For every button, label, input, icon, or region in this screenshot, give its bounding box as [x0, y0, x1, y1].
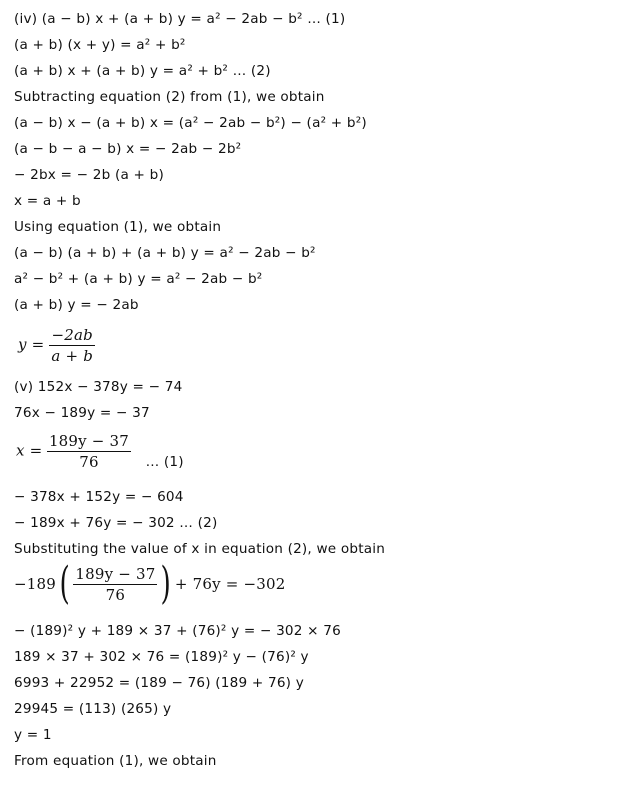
result-x: x = a + b: [14, 193, 81, 209]
fraction-y-frac: [49, 326, 95, 365]
equation-substituted-x: [14, 558, 286, 609]
right-paren: ): [160, 558, 172, 609]
fraction-x-numerator: 189y − 37: [48, 432, 130, 450]
equation-simplified: (a − b − a − b) x = − 2ab − 2b²: [14, 141, 242, 157]
fraction-y-numerator: −2ab: [49, 326, 95, 346]
equation-substituted-x-suffix: + 76y = −302: [174, 575, 286, 593]
equation-substituted-x-numerator: 189y − 37: [75, 564, 156, 583]
fraction-x-denominator: 76: [79, 453, 99, 471]
equation-rearranged: 189 × 37 + 302 × 76 = (189)² y − (76)² y: [14, 649, 309, 665]
equation-v-2: − 189x + 76y = − 302 … (2): [14, 515, 218, 531]
equation-y-coeff: (a + b) y = − 2ab: [14, 297, 139, 313]
equation-product: 29945 = (113) (265) y: [14, 701, 172, 717]
fraction-y-denominator: a + b: [51, 347, 94, 365]
equation-v-1: (v) 152x − 378y = − 74: [14, 379, 183, 395]
equation-substituted-x-frac: [73, 565, 157, 604]
equation-iv-2: (a + b) x + (a + b) y = a² + b² … (2): [14, 63, 271, 79]
left-paren: (: [59, 558, 70, 609]
equation-substituted-x-denominator: 76: [105, 585, 126, 604]
equation-factored: − 2bx = − 2b (a + b): [14, 167, 164, 183]
equation-expanded-v: − (189)² y + 189 × 37 + (76)² y = − 302 × 76: [14, 623, 341, 639]
step-text-from: From equation (1), we obtain: [14, 753, 217, 769]
equation-difference-squares: 6993 + 22952 = (189 − 76) (189 + 76) y: [14, 675, 304, 691]
fraction-x-tag: … (1): [145, 454, 184, 470]
equation-substituted: (a − b) (a + b) + (a + b) y = a² − 2ab − b²: [14, 245, 316, 261]
fraction-x-lhs: x =: [16, 441, 43, 460]
equation-v-reduced: 76x − 189y = − 37: [14, 405, 150, 421]
equation-iv-1: (iv) (a − b) x + (a + b) y = a² − 2ab − b² … (1): [14, 11, 346, 27]
fraction-y: [18, 326, 95, 365]
step-text-substituting: Substituting the value of x in equation (2), we obtain: [14, 541, 386, 557]
equation-subtracted: (a − b) x − (a + b) x = (a² − 2ab − b²) − (a² + b²): [14, 115, 367, 131]
fraction-y-lhs: y =: [18, 335, 45, 354]
equation-substituted-x-prefix: −189: [14, 575, 56, 593]
step-text-subtract: Subtracting equation (2) from (1), we obtain: [14, 89, 325, 105]
step-text-using: Using equation (1), we obtain: [14, 219, 222, 235]
fraction-x: [16, 432, 184, 471]
equation-sum: (a + b) (x + y) = a² + b²: [14, 37, 186, 53]
equation-v-3: − 378x + 152y = − 604: [14, 489, 184, 505]
result-y: y = 1: [14, 727, 52, 743]
equation-expanded: a² − b² + (a + b) y = a² − 2ab − b²: [14, 271, 263, 287]
fraction-x-frac: [47, 432, 131, 471]
